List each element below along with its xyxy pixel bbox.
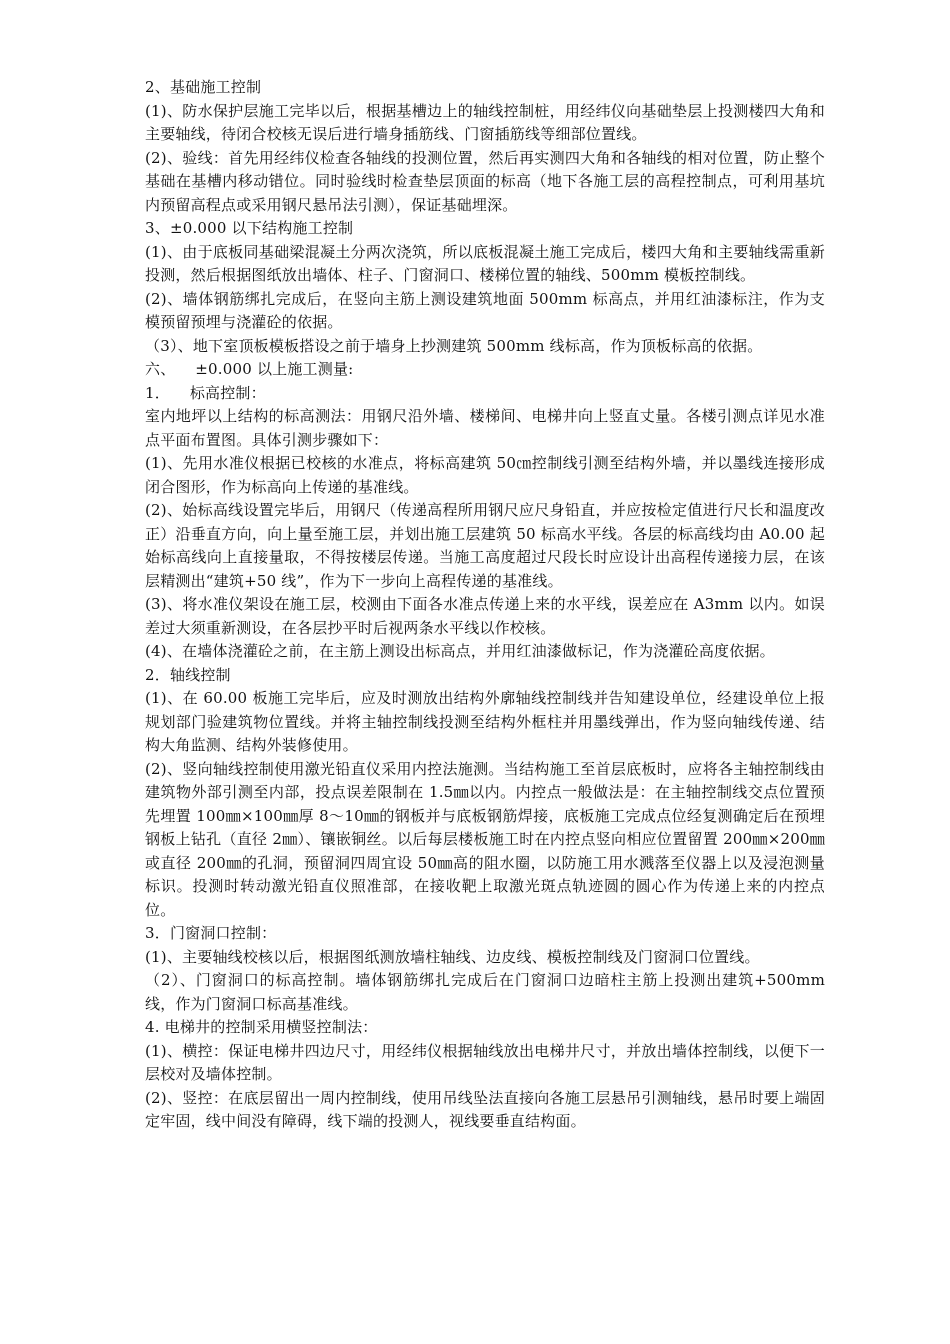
paragraph: (1)、先用水准仪根据已校核的水准点，将标高建筑 50㎝控制线引测至结构外墙，并以墨线连接形成闭合图形，作为标高向上传递的基准线。 (145, 454, 825, 496)
paragraph: (3)、将水准仪架设在施工层，校测由下面各水准点传递上来的水平线，误差应在 A3mm 以内。如误差过大须重新测设，在各层抄平时后视两条水平线以作校核。 (145, 595, 825, 637)
paragraph: 室内地坪以上结构的标高测法：用钢尺沿外墙、楼梯间、电梯井向上竖直丈量。各楼引测点详见水准点平面布置图。具体引测步骤如下： (145, 407, 825, 449)
section-heading-foundation: 2、基础施工控制 (145, 78, 262, 96)
section-heading-below-zero: 3、±0.000 以下结构施工控制 (145, 219, 354, 237)
subheading-elevation-control: 1． 标高控制： (145, 383, 266, 402)
paragraph: (1)、由于底板同基础梁混凝土分两次浇筑，所以底板混凝土施工完成后，楼四大角和主要轴线需重新投测，然后根据图纸放出墙体、柱子、门窗洞口、楼梯位置的轴线、500mm 模板控制线。 (145, 242, 825, 284)
paragraph: (2)、墙体钢筋绑扎完成后，在竖向主筋上测设建筑地面 500mm 标高点，并用红油漆标注，作为支模预留预埋与浇灌砼的依据。 (145, 289, 825, 331)
paragraph: (2)、始标高线设置完毕后，用钢尺（传递高程所用钢尺应尺身铅直，并应按检定值进行尺长和温度改正）沿垂直方向，向上量至施工层，并划出施工层建筑 50 标高水平线。各层的标高线均由 A0.00 起始标高线向上直接量取，不得按楼层传递。当施工高度超过尺段长时应设计出高程传递接力层，在该层精测出“建筑+50 线”，作为下一步向上高程传递的基准线。 (145, 501, 825, 590)
paragraph: (2)、竖向轴线控制使用激光铅直仪采用内控法施测。当结构施工至首层底板时，应将各主轴控制线由建筑物外部引测至内部，投点误差限制在 1.5㎜以内。内控点一般做法是：在主轴控制线交点位置预先埋置 100㎜×100㎜厚 8～10㎜的钢板并与底板钢筋焊接，底板施工完成点位经复测确定后在预埋钢板上钻孔（直径 2㎜）、镶嵌铜丝。以后每层楼板施工时在内控点竖向相应位置留置 200㎜×200㎜或直径 200㎜的孔洞，预留洞四周宜设 50㎜高的阻水圈，以防施工用水溅落至仪器上以及浸泡测量标识。投测时转动激光铅直仪照准部，在接收靶上取激光斑点轨迹圆的圆心作为传递上来的内控点位。 (145, 759, 825, 919)
paragraph: (1)、横控：保证电梯井四边尺寸，用经纬仪根据轴线放出电梯井尺寸，并放出墙体控制线，以便下一层校对及墙体控制。 (145, 1041, 825, 1083)
paragraph: （3）、地下室顶板模板搭设之前于墙身上抄测建筑 500mm 线标高，作为顶板标高的依据。 (145, 336, 763, 355)
section-heading-above-zero: 六、 ±0.000 以上施工测量: (145, 360, 354, 378)
paragraph: (1)、在 60.00 板施工完毕后，应及时测放出结构外廓轴线控制线并告知建设单位，经建设单位上报规划部门验建筑物位置线。并将主轴控制线投测至结构外框柱并用墨线弹出，作为竖向轴线传递、结构大角监测、结构外装修使用。 (145, 689, 825, 754)
paragraph: (1)、主要轴线校核以后，根据图纸测放墙柱轴线、边皮线、模板控制线及门窗洞口位置线。 (145, 947, 760, 966)
paragraph: (2)、验线：首先用经纬仪检查各轴线的投测位置，然后再实测四大角和各轴线的相对位置，防止整个基础在基槽内移动错位。同时验线时检查垫层顶面的标高（地下各施工层的高程控制点，可利用基坑内预留高程点或采用钢尺悬吊法引测），保证基础埋深。 (145, 148, 825, 214)
paragraph: (1)、防水保护层施工完毕以后，根据基槽边上的轴线控制桩，用经纬仪向基础垫层上投测楼四大角和主要轴线，待闭合校核无误后进行墙身插筋线、门窗插筋线等细部位置线。 (145, 101, 825, 143)
subheading-axis-control: 2．轴线控制 (145, 665, 231, 684)
subheading-elevator-shaft-control: 4. 电梯井的控制采用横竖控制法： (145, 1018, 378, 1036)
paragraph: (2)、竖控：在底层留出一周内控制线，使用吊线坠法直接向各施工层悬吊引测轴线，悬吊时要上端固定牢固，线中间没有障碍，线下端的投测人，视线要垂直结构面。 (145, 1088, 825, 1130)
paragraph: （2）、门窗洞口的标高控制。墙体钢筋绑扎完成后在门窗洞口边暗柱主筋上投测出建筑+500mm 线，作为门窗洞口标高基准线。 (145, 971, 825, 1013)
document-body (145, 76, 825, 1134)
paragraph: (4)、在墙体浇灌砼之前，在主筋上测设出标高点，并用红油漆做标记，作为浇灌砼高度依据。 (145, 642, 775, 660)
subheading-door-window-control: 3．门窗洞口控制： (145, 924, 277, 942)
